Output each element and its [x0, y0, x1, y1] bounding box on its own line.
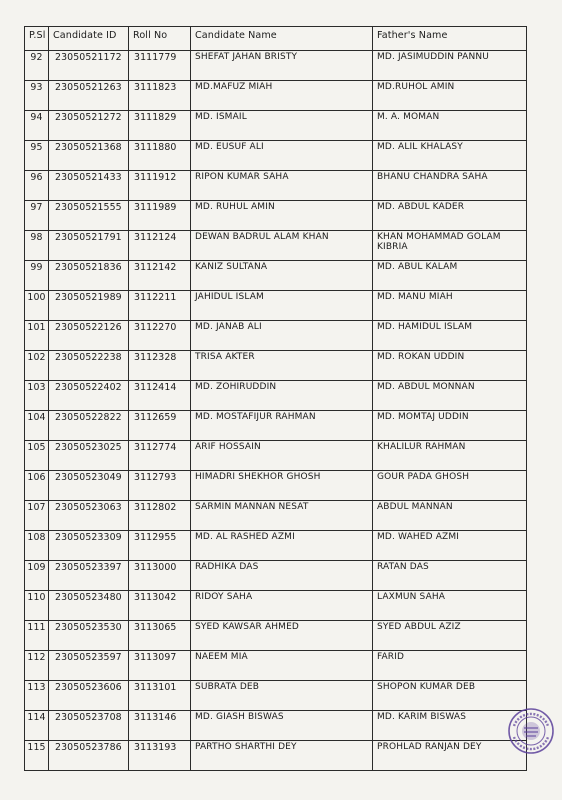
cell-psl: 111	[25, 621, 49, 651]
cell-roll-no: 3112802	[129, 501, 191, 531]
cell-psl: 104	[25, 411, 49, 441]
table-row	[25, 741, 527, 771]
table-row	[25, 621, 527, 651]
cell-psl: 97	[25, 201, 49, 231]
cell-psl: 113	[25, 681, 49, 711]
table-row	[25, 51, 527, 81]
cell-father-name: MD. MOMTAJ UDDIN	[373, 411, 527, 441]
cell-roll-no: 3113065	[129, 621, 191, 651]
cell-father-name: KHAN MOHAMMAD GOLAM KIBRIA	[373, 231, 527, 261]
table-row	[25, 411, 527, 441]
cell-father-name: PROHLAD RANJAN DEY	[373, 741, 527, 771]
cell-roll-no: 3111880	[129, 141, 191, 171]
cell-candidate-id: 23050523480	[49, 591, 129, 621]
cell-psl: 103	[25, 381, 49, 411]
cell-candidate-name: MD. EUSUF ALI	[191, 141, 373, 171]
cell-roll-no: 3112774	[129, 441, 191, 471]
table-row	[25, 651, 527, 681]
candidate-list-page	[24, 26, 526, 771]
candidate-table	[24, 26, 527, 771]
cell-psl: 98	[25, 231, 49, 261]
cell-candidate-id: 23050522822	[49, 411, 129, 441]
cell-father-name: RATAN DAS	[373, 561, 527, 591]
cell-candidate-name: ARIF HOSSAIN	[191, 441, 373, 471]
cell-psl: 106	[25, 471, 49, 501]
table-row	[25, 321, 527, 351]
table-row	[25, 141, 527, 171]
cell-roll-no: 3113146	[129, 711, 191, 741]
cell-roll-no: 3112328	[129, 351, 191, 381]
cell-roll-no: 3111823	[129, 81, 191, 111]
table-row	[25, 441, 527, 471]
table-row	[25, 261, 527, 291]
cell-candidate-name: SHEFAT JAHAN BRISTY	[191, 51, 373, 81]
cell-candidate-name: MD.MAFUZ MIAH	[191, 81, 373, 111]
cell-roll-no: 3113193	[129, 741, 191, 771]
cell-candidate-name: MD. GIASH BISWAS	[191, 711, 373, 741]
cell-candidate-id: 23050522238	[49, 351, 129, 381]
table-row	[25, 111, 527, 141]
cell-psl: 112	[25, 651, 49, 681]
cell-candidate-id: 23050523786	[49, 741, 129, 771]
cell-candidate-id: 23050521263	[49, 81, 129, 111]
cell-father-name: MD. JASIMUDDIN PANNU	[373, 51, 527, 81]
cell-candidate-name: TRISA AKTER	[191, 351, 373, 381]
cell-candidate-name: PARTHO SHARTHI DEY	[191, 741, 373, 771]
cell-roll-no: 3113097	[129, 651, 191, 681]
cell-candidate-id: 23050523530	[49, 621, 129, 651]
cell-psl: 95	[25, 141, 49, 171]
cell-candidate-id: 23050523708	[49, 711, 129, 741]
cell-candidate-id: 23050521555	[49, 201, 129, 231]
cell-father-name: SHOPON KUMAR DEB	[373, 681, 527, 711]
cell-psl: 108	[25, 531, 49, 561]
cell-candidate-name: MD. AL RASHED AZMI	[191, 531, 373, 561]
cell-psl: 105	[25, 441, 49, 471]
cell-psl: 109	[25, 561, 49, 591]
cell-psl: 100	[25, 291, 49, 321]
cell-candidate-id: 23050522126	[49, 321, 129, 351]
table-row	[25, 81, 527, 111]
cell-candidate-name: SYED KAWSAR AHMED	[191, 621, 373, 651]
table-row	[25, 231, 527, 261]
cell-father-name: LAXMUN SAHA	[373, 591, 527, 621]
cell-roll-no: 3112211	[129, 291, 191, 321]
cell-roll-no: 3113101	[129, 681, 191, 711]
cell-candidate-id: 23050523397	[49, 561, 129, 591]
table-row	[25, 291, 527, 321]
cell-candidate-id: 23050523606	[49, 681, 129, 711]
cell-psl: 115	[25, 741, 49, 771]
cell-psl: 114	[25, 711, 49, 741]
cell-father-name: MD. HAMIDUL ISLAM	[373, 321, 527, 351]
cell-roll-no: 3112793	[129, 471, 191, 501]
cell-candidate-name: RIDOY SAHA	[191, 591, 373, 621]
cell-father-name: MD. KARIM BISWAS	[373, 711, 527, 741]
cell-father-name: MD. MANU MIAH	[373, 291, 527, 321]
cell-psl: 107	[25, 501, 49, 531]
table-row	[25, 381, 527, 411]
cell-candidate-name: SARMIN MANNAN NESAT	[191, 501, 373, 531]
cell-candidate-name: MD. RUHUL AMIN	[191, 201, 373, 231]
cell-roll-no: 3111779	[129, 51, 191, 81]
table-row	[25, 201, 527, 231]
cell-roll-no: 3111989	[129, 201, 191, 231]
header-roll-no: Roll No	[129, 27, 191, 51]
cell-candidate-id: 23050521836	[49, 261, 129, 291]
cell-psl: 99	[25, 261, 49, 291]
cell-candidate-id: 23050522402	[49, 381, 129, 411]
cell-candidate-name: MD. ZOHIRUDDIN	[191, 381, 373, 411]
cell-candidate-id: 23050521989	[49, 291, 129, 321]
cell-candidate-name: RADHIKA DAS	[191, 561, 373, 591]
cell-father-name: BHANU CHANDRA SAHA	[373, 171, 527, 201]
cell-father-name: ABDUL MANNAN	[373, 501, 527, 531]
table-row	[25, 171, 527, 201]
cell-father-name: KHALILUR RAHMAN	[373, 441, 527, 471]
cell-roll-no: 3113000	[129, 561, 191, 591]
table-row	[25, 471, 527, 501]
cell-father-name: MD. ABDUL MONNAN	[373, 381, 527, 411]
cell-candidate-name: MD. JANAB ALI	[191, 321, 373, 351]
header-candidate-id: Candidate ID	[49, 27, 129, 51]
table-row	[25, 711, 527, 741]
cell-roll-no: 3111829	[129, 111, 191, 141]
cell-roll-no: 3112142	[129, 261, 191, 291]
cell-psl: 93	[25, 81, 49, 111]
cell-father-name: MD. ROKAN UDDIN	[373, 351, 527, 381]
cell-candidate-name: DEWAN BADRUL ALAM KHAN	[191, 231, 373, 261]
cell-candidate-id: 23050523049	[49, 471, 129, 501]
table-row	[25, 561, 527, 591]
header-candidate-name: Candidate Name	[191, 27, 373, 51]
cell-father-name: MD.RUHOL AMIN	[373, 81, 527, 111]
cell-candidate-name: SUBRATA DEB	[191, 681, 373, 711]
cell-psl: 101	[25, 321, 49, 351]
table-row	[25, 681, 527, 711]
cell-candidate-name: HIMADRI SHEKHOR GHOSH	[191, 471, 373, 501]
cell-father-name: MD. ALIL KHALASY	[373, 141, 527, 171]
table-row	[25, 351, 527, 381]
cell-candidate-id: 23050521272	[49, 111, 129, 141]
cell-candidate-id: 23050521368	[49, 141, 129, 171]
cell-candidate-id: 23050523597	[49, 651, 129, 681]
table-header-row	[25, 27, 527, 51]
cell-father-name: MD. ABDUL KADER	[373, 201, 527, 231]
header-psl: P.Sl	[25, 27, 49, 51]
header-father-name: Father's Name	[373, 27, 527, 51]
cell-candidate-name: KANIZ SULTANA	[191, 261, 373, 291]
cell-candidate-id: 23050523063	[49, 501, 129, 531]
bank-seal-stamp	[506, 706, 556, 756]
cell-candidate-id: 23050521433	[49, 171, 129, 201]
cell-candidate-name: MD. ISMAIL	[191, 111, 373, 141]
table-row	[25, 501, 527, 531]
cell-father-name: FARID	[373, 651, 527, 681]
cell-father-name: M. A. MOMAN	[373, 111, 527, 141]
cell-candidate-name: MD. MOSTAFIJUR RAHMAN	[191, 411, 373, 441]
cell-father-name: MD. WAHED AZMI	[373, 531, 527, 561]
cell-candidate-id: 23050523309	[49, 531, 129, 561]
cell-roll-no: 3112659	[129, 411, 191, 441]
cell-roll-no: 3112270	[129, 321, 191, 351]
table-body	[25, 51, 527, 771]
cell-candidate-id: 23050521791	[49, 231, 129, 261]
cell-father-name: SYED ABDUL AZIZ	[373, 621, 527, 651]
cell-roll-no: 3112414	[129, 381, 191, 411]
cell-candidate-name: NAEEM MIA	[191, 651, 373, 681]
table-row	[25, 591, 527, 621]
table-row	[25, 531, 527, 561]
cell-candidate-name: JAHIDUL ISLAM	[191, 291, 373, 321]
cell-candidate-name: RIPON KUMAR SAHA	[191, 171, 373, 201]
cell-father-name: MD. ABUL KALAM	[373, 261, 527, 291]
cell-father-name: GOUR PADA GHOSH	[373, 471, 527, 501]
cell-roll-no: 3112124	[129, 231, 191, 261]
cell-psl: 92	[25, 51, 49, 81]
cell-psl: 102	[25, 351, 49, 381]
cell-psl: 94	[25, 111, 49, 141]
cell-psl: 96	[25, 171, 49, 201]
cell-candidate-id: 23050521172	[49, 51, 129, 81]
cell-roll-no: 3113042	[129, 591, 191, 621]
cell-roll-no: 3112955	[129, 531, 191, 561]
cell-psl: 110	[25, 591, 49, 621]
cell-roll-no: 3111912	[129, 171, 191, 201]
cell-candidate-id: 23050523025	[49, 441, 129, 471]
